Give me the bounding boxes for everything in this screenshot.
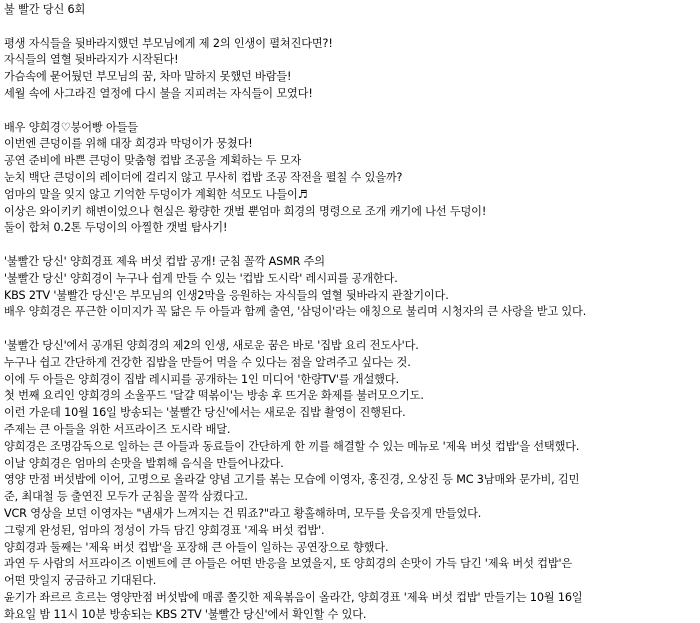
news-body-paragraph	[4, 338, 696, 623]
text-line: '불빨간 당신' 양희경표 제육 버섯 컵밥 공개! 군침 꼴깍 ASMR 주의	[4, 254, 325, 268]
text-line: 양희경은 조명감독으로 일하는 큰 아들과 동료들이 간단하게 한 끼를 해결할 수 있는 메뉴로 '제육 버섯 컵밥'을 선택했다.	[4, 439, 580, 453]
text-line: 배우 양희경은 푸근한 이미지가 꼭 닮은 두 아들과 함께 출연, '삼덩이'라는 애칭으로 불리며 시청자의 큰 사랑을 받고 있다.	[4, 305, 587, 319]
text-line: 윤기가 좌르르 흐르는 영양만점 버섯밥에 매콤 쫄깃한 제육볶음이 올라간, 양희경표 '제육 버섯 컵밥' 만들기는 10월 16일	[4, 590, 583, 604]
text-line: 가슴속에 묻어뒀던 부모님의 꿈, 차마 말하지 못했던 바람들!	[4, 70, 292, 84]
text-line: 첫 번째 요리인 양희경의 소울푸드 '달걀 떡볶이'는 방송 후 뜨거운 화제를 불러모으기도.	[4, 389, 424, 403]
text-line: 눈치 백단 큰덩이의 레이더에 걸리지 않고 무사히 컵밥 조공 작전을 펼칠 수 있을까?	[4, 170, 403, 184]
text-line: 이에 두 아들은 양희경이 집밥 레시피를 공개하는 1인 미디어 '한량TV'를 개설했다.	[4, 372, 399, 386]
paragraph-gap	[4, 237, 696, 254]
text-line: 이상은 와이키키 해변이었으나 현실은 황량한 갯벌 뿐엄마 희경의 명령으로 조개 캐기에 나선 두덩이!	[4, 204, 487, 218]
text-line: 양희경과 둘째는 '제육 버섯 컵밥'을 포장해 큰 아들이 일하는 공연장으로 향했다.	[4, 540, 389, 554]
episode-paragraph	[4, 120, 696, 238]
text-line: 평생 자식들을 뒷바라지했던 부모님에게 제 2의 인생이 펼쳐진다면?!	[4, 36, 333, 50]
text-line: VCR 영상을 보던 이영자는 "냄새가 느껴지는 건 뭐죠?"라고 황홀해하며, 모두를 웃음짓게 만들었다.	[4, 506, 482, 520]
paragraph-gap	[4, 321, 696, 338]
text-line: KBS 2TV '불빨간 당신'은 부모님의 인생2막을 응원하는 자식들의 열혈 뒷바라지 관찰기이다.	[4, 288, 449, 302]
news-lead-paragraph	[4, 254, 696, 321]
text-line: 이날 양희경은 엄마의 손맛을 발휘해 음식을 만들어나갔다.	[4, 456, 284, 470]
text-line: 둘이 합쳐 0.2톤 두덩이의 아찔한 갯벌 탐사기!	[4, 221, 228, 235]
text-line: 엄마의 말을 잊지 않고 기억한 두덩이가 계획한 석모도 나들이♬	[4, 187, 308, 201]
text-line: 자식들의 열혈 뒷바라지가 시작된다!	[4, 53, 179, 67]
text-line: 주제는 큰 아들을 위한 서프라이즈 도시락 배달.	[4, 422, 231, 436]
text-line: 어떤 맛일지 궁금하고 기대된다.	[4, 574, 157, 588]
intro-paragraph	[4, 36, 696, 103]
paragraph-gap	[4, 103, 696, 120]
text-line: 과연 두 사람의 서프라이즈 이벤트에 큰 아들은 어떤 반응을 보였을지, 또 양희경의 손맛이 가득 담긴 '제육 버섯 컵밥'은	[4, 557, 573, 571]
text-line: 배우 양희경♡붕어빵 아들들	[4, 120, 138, 134]
text-line: 준, 최대철 등 출연진 모두가 군침을 꼴깍 삼켰다고.	[4, 490, 248, 504]
text-line: 이런 가운데 10월 16일 방송되는 '불빨간 당신'에서는 새로운 집밥 촬영이 진행된다.	[4, 406, 406, 420]
text-line: 공연 준비에 바쁜 큰덩이 맞춤형 컵밥 조공을 계획하는 두 모자	[4, 154, 302, 168]
text-line: 누구나 쉽고 간단하게 건강한 집밥을 만들어 먹을 수 있다는 점을 알려주고 싶다는 것.	[4, 355, 411, 369]
text-line: 세월 속에 사그라진 열정에 다시 불을 지피려는 자식들이 모였다!	[4, 86, 313, 100]
text-line: 화요일 밤 11시 10분 방송되는 KBS 2TV '불빨간 당신'에서 확인할 수 있다.	[4, 607, 367, 621]
text-line: 영양 만점 버섯밥에 이어, 고명으로 올라갈 양념 고기를 볶는 모습에 이영자, 홍진경, 오상진 등 MC 3남매와 문가비, 김민	[4, 473, 580, 487]
text-line: 이번엔 큰덩이를 위해 대장 희경과 막덩이가 뭉쳤다!	[4, 137, 253, 151]
article-title: 불 빨간 당신 6회	[4, 3, 86, 16]
paragraph-gap	[4, 19, 696, 36]
text-line: '불빨간 당신' 양희경이 누구나 쉽게 만들 수 있는 '컵밥 도시락' 레시피를 공개한다.	[4, 271, 398, 285]
text-line: '불빨간 당신'에서 공개된 양희경의 제2의 인생, 새로운 꿈은 바로 '집밥 요리 전도사'다.	[4, 338, 419, 352]
text-line: 그렇게 완성된, 엄마의 정성이 가득 담긴 양희경표 '제육 버섯 컵밥'.	[4, 523, 325, 537]
